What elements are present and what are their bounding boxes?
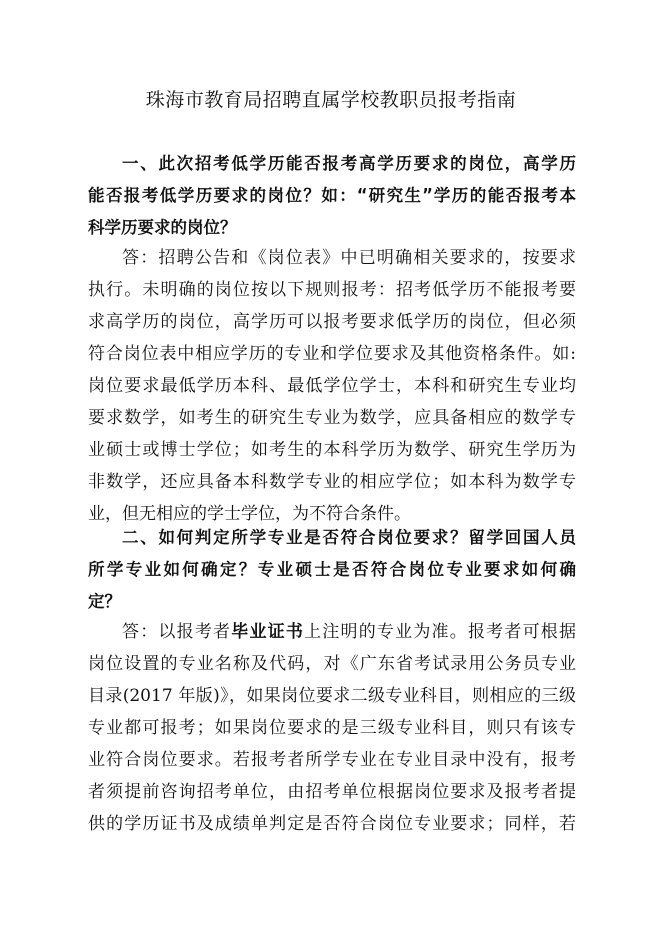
document-title: 珠海市教育局招聘直属学校教职员报考指南 xyxy=(145,89,517,111)
q1-answer-line: 执行。未明确的岗位按以下规则报考：招考低学历不能报考要 xyxy=(88,280,576,300)
q2-answer-line: 业符合岗位要求。若报考者所学专业在专业目录中没有，报考 xyxy=(88,750,576,770)
q2-answer-prefix: 答：以报考者 xyxy=(122,622,232,642)
graduation-certificate-emphasis: 毕业证书 xyxy=(231,622,305,642)
q2-answer-line xyxy=(88,616,576,648)
q1-answer-line: 非数学，还应具备本科数学专业的相应学位；如本科为数学专 xyxy=(88,472,576,492)
q2-answer xyxy=(88,616,576,840)
q2-answer-suffix: 上注明的专业为准。报考者可根据 xyxy=(304,622,576,642)
q1-answer xyxy=(88,242,576,530)
q1-heading-line: 一、此次招考低学历能否报考高学历要求的岗位，高学历 xyxy=(122,154,576,173)
q2-answer-line: 岗位设置的专业名称及代码，对《广东省考试录用公务员专业 xyxy=(88,654,576,674)
q1-answer-line: 业硕士或博士学位；如考生的本科学历为数学、研究生学历为 xyxy=(88,440,576,460)
q2-heading xyxy=(88,522,576,618)
q1-heading xyxy=(88,148,576,244)
q1-answer-line: 业，但无相应的学士学位，为不符合条件。 xyxy=(88,504,411,524)
q2-answer-line: 专业都可报考；如果岗位要求的是三级专业科目，则只有该专 xyxy=(88,718,576,738)
q1-answer-line: 岗位要求最低学历本科、最低学位学士，本科和研究生专业均 xyxy=(88,376,576,396)
q1-heading-line: 能否报考低学历要求的岗位？如：“研究生”学历的能否报考本 xyxy=(88,186,576,205)
q2-answer-line: 供的学历证书及成绩单判定是否符合岗位专业要求；同样，若 xyxy=(88,814,576,834)
q2-heading-line: 所学专业如何确定？专业硕士是否符合岗位专业要求如何确 xyxy=(88,560,576,579)
q1-answer-line: 符合岗位表中相应学历的专业和学位要求及其他资格条件。如: xyxy=(88,344,576,364)
q2-heading-line: 二、如何判定所学专业是否符合岗位要求？留学回国人员 xyxy=(122,528,576,547)
q2-answer-line: 目录(2017 年版)》，如果岗位要求二级专业科目，则相应的三级 xyxy=(88,686,576,706)
q1-answer-line: 求高学历的岗位，高学历可以报考要求低学历的岗位，但必须 xyxy=(88,312,576,332)
q1-heading-line: 科学历要求的岗位？ xyxy=(88,218,237,237)
q2-heading-line: 定？ xyxy=(88,592,121,611)
q1-answer-line: 要求数学，如考生的研究生专业为数学，应具备相应的数学专 xyxy=(88,408,576,428)
q2-answer-line: 者须提前咨询招考单位，由招考单位根据岗位要求及报考者提 xyxy=(88,782,576,802)
q1-answer-line: 答：招聘公告和《岗位表》中已明确相关要求的，按要求 xyxy=(122,248,576,268)
